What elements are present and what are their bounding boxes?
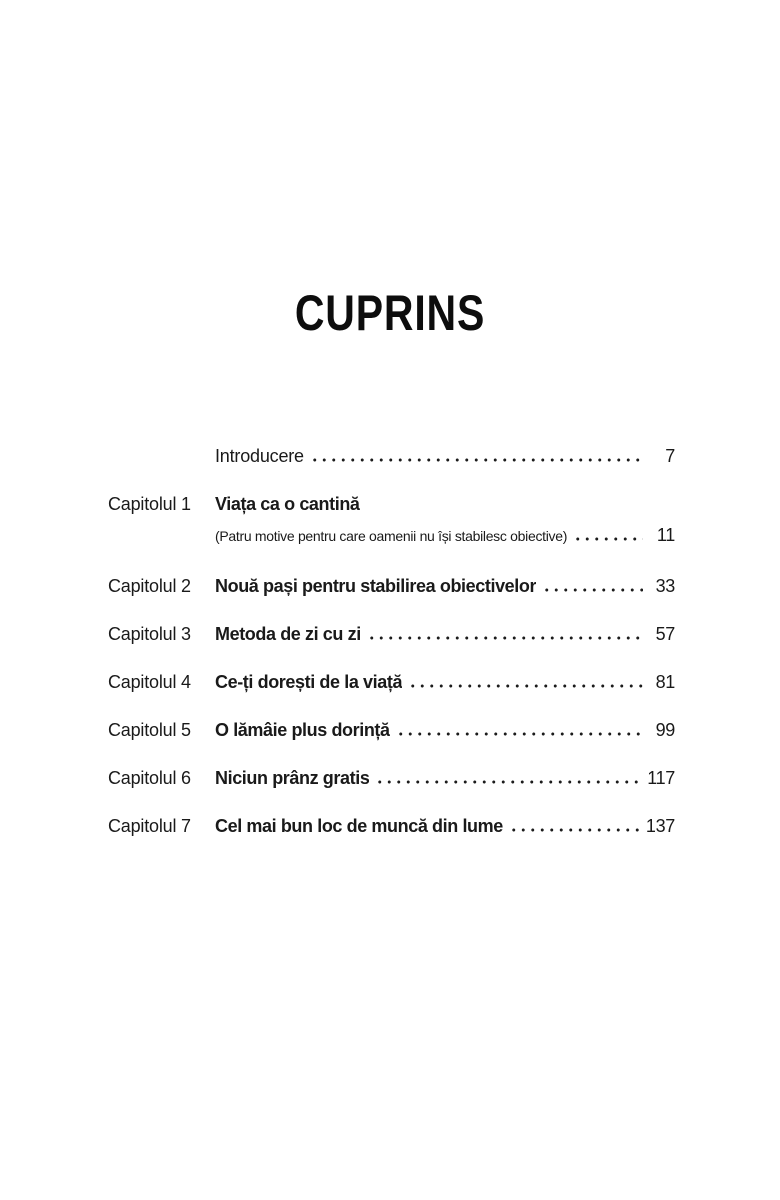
leader-dots xyxy=(509,828,640,832)
chapter-label: Capitolul 6 xyxy=(108,768,191,788)
chapter-label: Capitolul 7 xyxy=(108,816,191,836)
chapter-subtitle: (Patru motive pentru care oamenii nu își stabilesc obiective) xyxy=(215,528,568,544)
chapter-label: Capitolul 4 xyxy=(108,672,191,692)
chapter-label: Capitolul 3 xyxy=(108,624,191,644)
page-number: 57 xyxy=(655,624,675,644)
chapter-title: Niciun prânz gratis xyxy=(215,768,370,788)
table-of-contents xyxy=(0,442,780,840)
page-number: 33 xyxy=(655,576,675,596)
page-number: 81 xyxy=(655,672,675,692)
chapter-label: Capitolul 2 xyxy=(108,576,191,596)
chapter-title: Nouă pași pentru stabilirea obiectivelor xyxy=(215,576,537,596)
chapter-label: Capitolul 1 xyxy=(108,494,191,514)
toc-entry-capitolul-7 xyxy=(108,812,675,840)
chapter-label: Capitolul 5 xyxy=(108,720,191,740)
chapter-title: Metoda de zi cu zi xyxy=(215,624,361,644)
leader-dots xyxy=(367,636,643,640)
page-title: CUPRINS xyxy=(294,285,486,341)
toc-entry-capitolul-5 xyxy=(108,716,675,744)
chapter-title: Cel mai bun loc de muncă din lume xyxy=(215,816,503,836)
leader-dots xyxy=(573,537,643,541)
leader-dots xyxy=(408,684,643,688)
page-number: 7 xyxy=(665,446,675,466)
toc-entry-capitolul-6 xyxy=(108,764,675,792)
page-number: 99 xyxy=(655,720,675,740)
chapter-title: Viața ca o cantină xyxy=(215,494,360,514)
leader-dots xyxy=(310,458,643,462)
toc-entry-introducere xyxy=(108,442,675,470)
leader-dots xyxy=(542,588,643,592)
page-number: 117 xyxy=(647,768,675,788)
toc-entry-capitolul-1 xyxy=(108,490,675,548)
page-number: 137 xyxy=(645,816,675,836)
page-number: 11 xyxy=(656,525,675,545)
leader-dots xyxy=(396,732,643,736)
chapter-title: Introducere xyxy=(215,446,304,466)
toc-entry-capitolul-2 xyxy=(108,572,675,600)
leader-dots xyxy=(375,780,641,784)
chapter-title: Ce-ți dorești de la viață xyxy=(215,672,403,692)
toc-entry-capitolul-3 xyxy=(108,620,675,648)
toc-entry-capitolul-4 xyxy=(108,668,675,696)
chapter-title: O lămâie plus dorință xyxy=(215,720,390,740)
